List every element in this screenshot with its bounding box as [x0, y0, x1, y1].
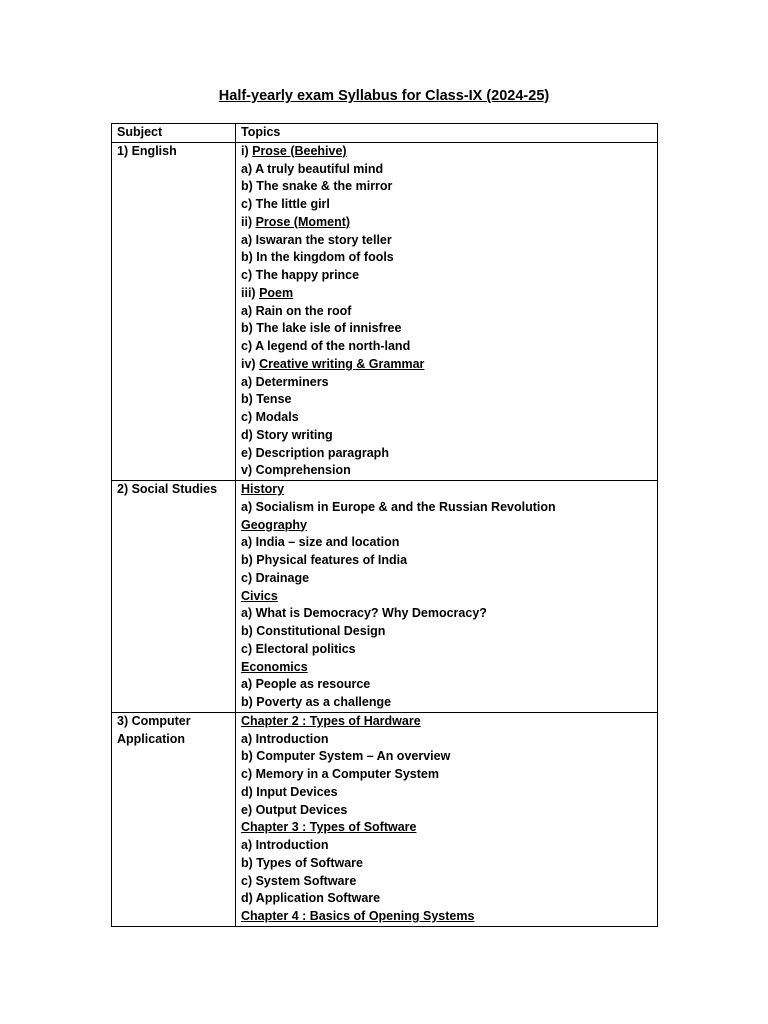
topic-heading-label: Poem — [259, 285, 294, 300]
topics-cell — [236, 712, 658, 926]
topic-heading — [241, 588, 652, 606]
topic-heading-number: iv) — [241, 356, 260, 371]
topic-heading-label: Chapter 4 : Basics of Opening Systems — [241, 909, 475, 923]
header-subject: Subject — [112, 124, 236, 143]
topic-item: b) In the kingdom of fools — [241, 250, 394, 265]
topic-heading — [241, 517, 652, 535]
topic-item: a) Introduction — [241, 731, 329, 746]
topic-heading-number: ii) — [241, 214, 256, 229]
topic-heading-label: Chapter 3 : Types of Software — [241, 820, 417, 835]
topic-heading — [241, 214, 652, 232]
subject-name: 2) Social Studies — [117, 482, 218, 496]
topic-heading — [241, 819, 652, 837]
topic-item: c) Memory in a Computer System — [241, 767, 439, 781]
syllabus-table-body — [112, 124, 658, 927]
topic-item: c) Modals — [241, 410, 299, 424]
page-title: Half-yearly exam Syllabus for Class-IX (2024-25) — [218, 88, 550, 104]
topic-item: c) Electoral politics — [241, 641, 356, 656]
topic-item: a) What is Democracy? Why Democracy? — [241, 606, 487, 621]
topic-item: a) Introduction — [241, 838, 329, 852]
topic-heading-number: iii) — [241, 285, 260, 300]
topic-item: a) Determiners — [241, 374, 329, 389]
topic-heading-label: Prose (Moment) — [255, 214, 351, 229]
topic-heading-label: Geography — [241, 517, 307, 532]
topic-item: c) The happy prince — [241, 268, 360, 282]
topic-item: d) Input Devices — [241, 784, 338, 799]
topic-item: b) The snake & the mirror — [241, 179, 393, 194]
topic-item: b) Computer System – An overview — [241, 749, 451, 764]
topic-item: c) The little girl — [241, 197, 330, 211]
topic-heading — [241, 659, 652, 677]
topic-item: b) Constitutional Design — [241, 624, 386, 638]
topic-heading-label: Chapter 2 : Types of Hardware — [241, 713, 421, 728]
topic-item: b) The lake isle of innisfree — [241, 321, 402, 336]
subject-name: Application — [117, 731, 186, 746]
topic-item: a) Rain on the roof — [241, 303, 352, 318]
subject-name: 3) Computer — [117, 713, 191, 728]
topic-item: v) Comprehension — [241, 463, 351, 478]
subject-name: 1) English — [117, 143, 177, 158]
topic-item: e) Output Devices — [241, 802, 348, 817]
topic-item: d) Application Software — [241, 891, 381, 906]
topic-item: d) Story writing — [241, 427, 333, 442]
subject-cell — [112, 481, 236, 713]
topic-item: b) Types of Software — [241, 855, 364, 870]
topic-heading-label: Prose (Beehive) — [252, 143, 347, 158]
topic-heading — [241, 285, 652, 303]
topic-heading — [241, 143, 652, 161]
topic-item: c) A legend of the north-land — [241, 339, 411, 353]
topic-heading-label: Civics — [241, 588, 278, 603]
topic-item: a) People as resource — [241, 677, 371, 692]
subject-cell — [112, 712, 236, 926]
topic-item: b) Poverty as a challenge — [241, 695, 392, 709]
table-row — [112, 481, 658, 713]
topic-item: a) India – size and location — [241, 535, 400, 550]
topic-item: e) Description paragraph — [241, 445, 389, 460]
topic-item: a) Iswaran the story teller — [241, 232, 392, 247]
topic-heading-label: Creative writing & Grammar — [259, 356, 425, 371]
header-topics: Topics — [236, 124, 658, 143]
topic-heading-label: Economics — [241, 659, 308, 674]
table-row — [112, 142, 658, 480]
topic-heading — [241, 481, 652, 499]
table-row — [112, 712, 658, 926]
topic-item: b) Physical features of India — [241, 553, 408, 567]
topic-item: b) Tense — [241, 392, 292, 407]
topic-item: c) Drainage — [241, 570, 310, 585]
syllabus-table — [111, 123, 658, 927]
topics-cell — [236, 142, 658, 480]
table-header-row — [112, 124, 658, 143]
subject-cell — [112, 142, 236, 480]
topic-item: a) A truly beautiful mind — [241, 161, 384, 176]
topic-heading-label: History — [241, 482, 285, 496]
topic-item: c) System Software — [241, 873, 357, 888]
topic-heading — [241, 356, 652, 374]
topic-heading-number: i) — [241, 143, 253, 158]
topics-cell — [236, 481, 658, 713]
topic-item: a) Socialism in Europe & and the Russian Revolution — [241, 499, 556, 514]
topic-heading — [241, 908, 652, 926]
topic-heading — [241, 713, 652, 731]
